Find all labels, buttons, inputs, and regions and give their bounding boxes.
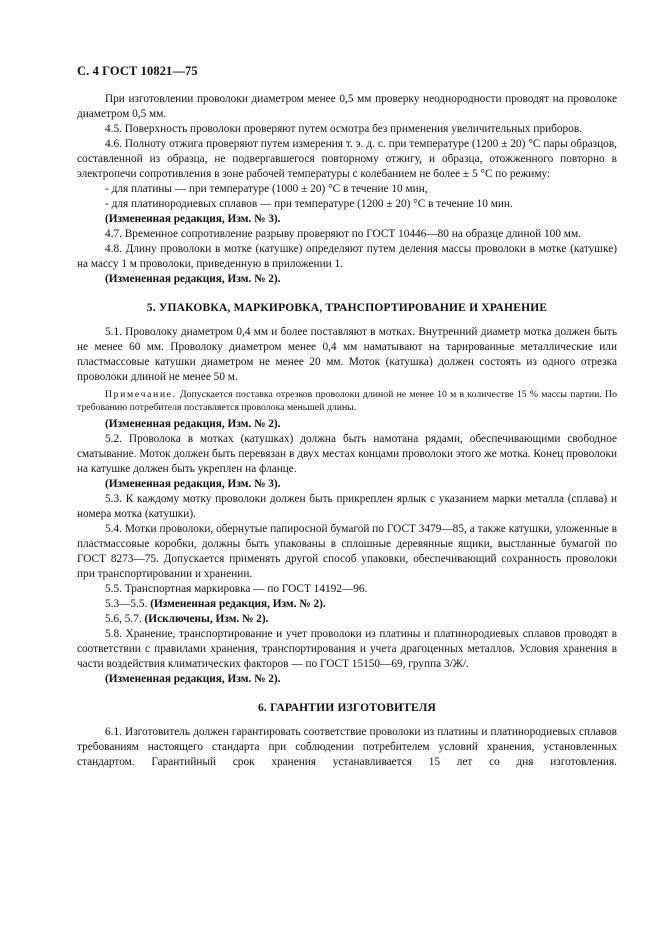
paragraph-5-2: 5.2. Проволока в мотках (катушках) должна быть намотана рядами, обеспечивающими свободное сматывание. Моток должен быть перевязан в двух местах концами проволоки этого же мотка. Конец проволоки на катушке должен быть укреплен на фланце. bbox=[77, 433, 617, 475]
paragraph-4-5: 4.5. Поверхность проволоки проверяют путем осмотра без применения увеличительных приборов. bbox=[105, 123, 582, 135]
paragraph-4-6: 4.6. Полноту отжига проверяют путем измерения т. э. д. с. при температуре (1200 ± 20) °С пары образцов, составленной из образца, не подвергавшегося повторному отжигу, и образца, отожженного повторно в электропечи сопротивления в зоне рабочей температуры с колебанием не более ± 5 °С по режиму: bbox=[77, 138, 617, 180]
paragraph-5-5: 5.5. Транспортная маркировка — по ГОСТ 14192—96. bbox=[105, 583, 368, 595]
note bbox=[77, 388, 617, 414]
note-label: Примечание. bbox=[105, 389, 177, 400]
paragraph-4-8: 4.8. Длину проволоки в мотке (катушке) определяют путем деления массы проволоки в мотке (катушке) на массу 1 м проволоки, приведенную в приложении 1. bbox=[77, 243, 617, 270]
note-text: Допускается поставка отрезков проволоки длиной не менее 10 м в количестве 15 % массы партии. По требованию потребителя поставляется проволока меньшей длины. bbox=[77, 389, 617, 413]
section-heading-5: 5. УПАКОВКА, МАРКИРОВКА, ТРАНСПОРТИРОВАНИЕ И ХРАНЕНИЕ bbox=[146, 302, 548, 314]
paragraph-5-1: 5.1. Проволоку диаметром 0,4 мм и более поставляют в мотках. Внутренний диаметр мотка должен быть не менее 60 мм. Проволоку диаметром менее 0,4 мм наматывают на тарированные металлические или пластмассовые катушки диаметром не менее 20 мм. Моток (катушка) должен состоять из одного отрезка проволоки длиной не менее 50 м. bbox=[77, 326, 617, 383]
list-item-platinum: - для платины — при температуре (1000 ± 20) °С в течение 10 мин, bbox=[105, 183, 428, 195]
paragraph-5-3-5-5 bbox=[77, 597, 617, 612]
paragraph-4-7: 4.7. Временное сопротивление разрыву проверяют по ГОСТ 10446—80 на образце длиной 100 мм. bbox=[105, 228, 581, 240]
amendment-note: (Измененная редакция, Изм. № 2). bbox=[150, 598, 326, 610]
paragraph-6-1: 6.1. Изготовитель должен гарантировать соответствие проволоки из платины и платинородиевых сплавов требованиям настоящего стандарта при соблюдении потребителем условий хранения, установленных стандартом. Гарантийный срок хранения устанавливается 15 лет со дня изготовления. bbox=[77, 726, 617, 768]
page-header: С. 4 ГОСТ 10821—75 bbox=[77, 64, 198, 78]
list-item-platinum-rhodium: - для платинородиевых сплавов — при температуре (1200 ± 20) °С в течение 10 мин. bbox=[105, 198, 513, 210]
amendment-note: (Измененная редакция, Изм. № 3). bbox=[105, 213, 281, 225]
excluded-note: (Исключены, Изм. № 2). bbox=[144, 613, 269, 625]
clause-range: 5.6, 5.7. bbox=[105, 613, 142, 625]
amendment-note: (Измененная редакция, Изм. № 2). bbox=[105, 273, 281, 285]
section-heading-6: 6. ГАРАНТИИ ИЗГОТОВИТЕЛЯ bbox=[257, 702, 437, 714]
amendment-note: (Измененная редакция, Изм. № 2). bbox=[105, 673, 281, 685]
paragraph-5-8: 5.8. Хранение, транспортирование и учет проволоки из платины и платинородиевых сплавов проводят в соответствии с правилами хранения, транспортирования и учета драгоценных металлов. Условия хранения в части воздействия климатических факторов — по ГОСТ 15150—69, группа 3/Ж/. bbox=[77, 628, 617, 670]
amendment-note: (Измененная редакция, Изм. № 3). bbox=[105, 478, 281, 490]
document-body bbox=[77, 92, 617, 770]
paragraph-5-4: 5.4. Мотки проволоки, обернутые папиросной бумагой по ГОСТ 3479—85, а также катушки, уложенные в пластмассовые коробки, должны быть упакованы в сплошные деревянные ящики, выстланные бумагой по ГОСТ 8273—75. Допускается применять другой способ упаковки, обеспечивающий сохранность проволоки при транспортировании и хранении. bbox=[77, 523, 617, 580]
paragraph-5-3: 5.3. К каждому мотку проволоки должен быть прикреплен ярлык с указанием марки металла (сплава) и номера мотка (катушки). bbox=[77, 493, 617, 520]
paragraph-4-4-cont: При изготовлении проволоки диаметром менее 0,5 мм проверку неоднородности проводят на проволоке диаметром 0,5 мм. bbox=[77, 93, 617, 120]
amendment-note: (Измененная редакция, Изм. № 2). bbox=[105, 418, 281, 430]
clause-range: 5.3—5.5. bbox=[105, 598, 148, 610]
paragraph-5-6-5-7 bbox=[77, 612, 617, 627]
